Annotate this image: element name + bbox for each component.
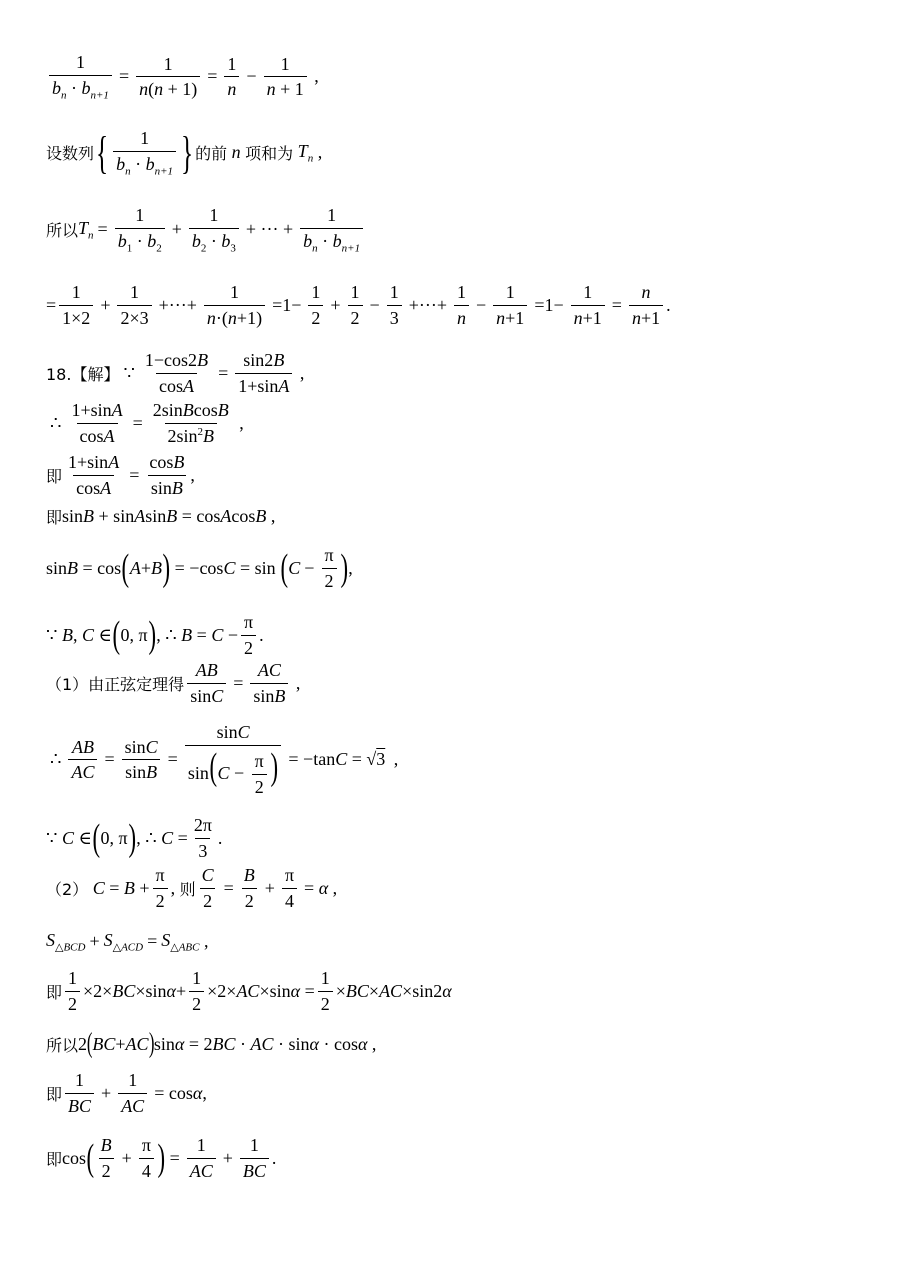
part-2-label: （2） — [46, 879, 89, 899]
problem-label-18: 18.【解】 — [46, 364, 120, 384]
text-ji: 即 — [46, 982, 63, 1002]
fraction: $\frac{1}{2}$ — [348, 282, 363, 328]
fraction: $\frac{\sin C}{\sin B}$ — [122, 737, 161, 783]
fraction: $\frac{\pi}{2}$ — [241, 612, 256, 658]
text-de-qian: 的前 — [195, 144, 228, 164]
fraction: $\frac{1}{2}$ — [65, 968, 80, 1014]
fraction: $\frac{\text{2sinBcosB}}{2\sin^2B}$ — [152, 400, 229, 446]
fraction: $\frac{1+\sin A}{\cos A}$ — [68, 452, 120, 498]
equation-line-4: = $\frac{1}{1\times 2}$ + $\frac{1}{2\times 3}$ +···+ $\frac{1}{n\cdot(n+1)}$ =1− $\frac{1}{2}$ + $\frac{1}{2}$ − $\frac{1}{3}$ +···+ $\frac{1}{n}$ − $\frac{1}{n+1}$ =1− $\frac{1}{n+1}$ = $\frac{n}{n+1}$ . — [46, 282, 671, 328]
fraction: $\frac{1}{b_n \cdot b_{n+1}}$ — [300, 205, 363, 255]
equation-line-16: 即 $\frac{1}{2}$ ×2×BC×sinα+ $\frac{1}{2}$ ×2×AC×sinα = $\frac{1}{2}$ ×BC×AC×sin2α — [46, 968, 452, 1014]
fraction: $\frac{B}{2}$ — [100, 1135, 112, 1181]
fraction: $\frac{1}{b_n \cdot b_{n+1}}$ — [113, 128, 176, 178]
fraction: $\frac{\sin 2B}{1+\sin A}$ — [235, 350, 292, 396]
text-ze: 则 — [179, 879, 196, 899]
fraction: $\frac{1}{2}$ — [189, 968, 204, 1014]
equation-line-3: 所以 $T_n$ = $\frac{1}{b_1 \cdot b_2}$ + $\frac{1}{b_2 \cdot b_3}$ + ··· + $\frac{1}{b_n \cdot b_{n+1}}$ — [46, 205, 366, 255]
fraction: $\frac{\cos B}{\sin B}$ — [149, 452, 185, 498]
fraction: $\frac{1}{2}$ — [308, 282, 323, 328]
fraction: $\frac{1}{b_2 \cdot b_3}$ — [189, 205, 239, 255]
fraction: $\frac{1}{BC}$ — [65, 1070, 94, 1116]
equation-line-19: 即 cos ( $\frac{B}{2}$ + $\frac{\pi}{4}$ ) = $\frac{1}{AC}$ + $\frac{1}{BC}$ . — [46, 1135, 277, 1181]
fraction: $\frac{1}{n}$ — [224, 54, 239, 100]
equation-line-18: 即 $\frac{1}{BC}$ + $\frac{1}{AC}$ = cosα, — [46, 1070, 207, 1116]
fraction: $\frac{AB}{AC}$ — [68, 737, 97, 783]
fraction: $\frac{\pi}{2}$ — [321, 545, 336, 591]
fraction: $\frac{1}{b_n \cdot b_{n+1}}$ — [49, 52, 112, 102]
equation-line-8: 即 sinB + sinAsinB = cosAcosB , — [46, 506, 276, 527]
fraction: $\frac{AC}{\sin B}$ — [250, 660, 288, 706]
fraction: $\frac{n}{n+1}$ — [629, 282, 663, 328]
fraction: $\frac{1}{2}$ — [318, 968, 333, 1014]
fraction: $\frac{\pi}{4}$ — [282, 865, 297, 911]
fraction: $\frac{1}{n + 1}$ — [264, 54, 307, 100]
equation-line-9: sinB = cos ( A + B ) = −cosC = sin ( C − $\frac{\pi}{2}$ ) , — [46, 545, 353, 591]
equation-line-5: 18.【解】 ∵ $\frac{1-\cos 2B}{\cos A}$ = $\frac{\sin 2B}{1+\sin A}$ , — [46, 350, 305, 396]
fraction: $\frac{1}{AC}$ — [118, 1070, 147, 1116]
equation-line-15: $S_{\triangle BCD}$ + $S_{\triangle ACD}$ = $S_{\triangle ABC}$ , — [46, 930, 209, 954]
fraction: $\frac{1}{n+1}$ — [571, 282, 605, 328]
fraction: $\frac{1}{b_1 \cdot b_2}$ — [115, 205, 165, 255]
fraction: $\frac{1}{n(n + 1)}$ — [136, 54, 200, 100]
fraction: $\frac{1}{n}$ — [454, 282, 469, 328]
part-1-label: （1）由正弦定理得 — [46, 674, 185, 694]
text-suoyi: 所以 — [46, 1035, 79, 1055]
text-suoyi: 所以 — [46, 221, 79, 241]
fraction: sinC sin(C − $\frac{\pi}{2}$ ) — [185, 722, 282, 798]
fraction: $\frac{1}{2\times 3}$ — [117, 282, 151, 328]
fraction: $\frac{\pi}{4}$ — [139, 1135, 154, 1181]
fraction: $\frac{1}{AC}$ — [187, 1135, 216, 1181]
equation-line-14: （2） C = B + $\frac{\pi}{2}$ , 则 $\frac{C}{2}$ = $\frac{B}{2}$ + $\frac{\pi}{4}$ = α , — [46, 865, 338, 911]
equation-line-13: ∵ C ∈ ( 0, π ) , ∴ C = $\frac{2\pi}{3}$ . — [46, 815, 223, 861]
fraction: $\frac{1}{n+1}$ — [493, 282, 527, 328]
fraction: $\frac{1}{BC}$ — [240, 1135, 269, 1181]
equation-line-17: 所以 2 ( BC + AC ) sinα = 2BC · AC · sinα · cosα , — [46, 1028, 377, 1059]
fraction: $\frac{AB}{\sin C}$ — [187, 660, 226, 706]
equation-line-2: 设数列 { $\frac{1}{b_n \cdot b_{n+1}}$ } 的前 n 项和为 $T_n$ , — [46, 126, 323, 178]
equation-line-1: $\frac{1}{b_n \cdot b_{n+1}}$ = $\frac{1}{n(n + 1)}$ = $\frac{1}{n}$ − $\frac{1}{n + 1}$ , — [46, 52, 319, 102]
text-she-shulie: 设数列 — [46, 144, 95, 164]
equation-line-12: ∴ $\frac{AB}{AC}$ = $\frac{\sin C}{\sin B}$ = sinC sin(C − $\frac{\pi}{2}$ ) = −tanC = √3 , — [50, 722, 399, 798]
fraction: $\frac{C}{2}$ — [201, 865, 214, 911]
text-xiang-he-wei: 项和为 — [245, 144, 294, 164]
fraction: $\frac{1+\sin A}{\cos A}$ — [71, 400, 123, 446]
equation-line-11: （1）由正弦定理得 $\frac{AB}{\sin C}$ = $\frac{AC}{\sin B}$ , — [46, 660, 301, 706]
equation-line-6: ∴ $\frac{1+\sin A}{\cos A}$ = $\frac{\text{2sinBcosB}}{2\sin^2B}$ , — [50, 400, 244, 446]
fraction: $\frac{1}{n\cdot(n+1)}$ — [204, 282, 265, 328]
fraction: $\frac{\pi}{2}$ — [153, 865, 168, 911]
fraction: $\frac{1}{1\times 2}$ — [59, 282, 93, 328]
text-ji: 即 — [46, 1149, 63, 1169]
equation-line-7: 即 $\frac{1+\sin A}{\cos A}$ = $\frac{\cos B}{\sin B}$ , — [46, 452, 195, 498]
fraction: $\frac{2\pi}{3}$ — [193, 815, 212, 861]
fraction: $\frac{1-\cos 2B}{\cos A}$ — [144, 350, 209, 396]
equation-line-10: ∵ B, C ∈ ( 0, π ) , ∴ B = C − $\frac{\pi}{2}$ . — [46, 612, 264, 658]
fraction: $\frac{1}{3}$ — [387, 282, 402, 328]
text-ji: 即 — [46, 466, 63, 486]
fraction: $\frac{B}{2}$ — [243, 865, 255, 911]
text-ji: 即 — [46, 1084, 63, 1104]
text-ji: 即 — [46, 508, 63, 527]
